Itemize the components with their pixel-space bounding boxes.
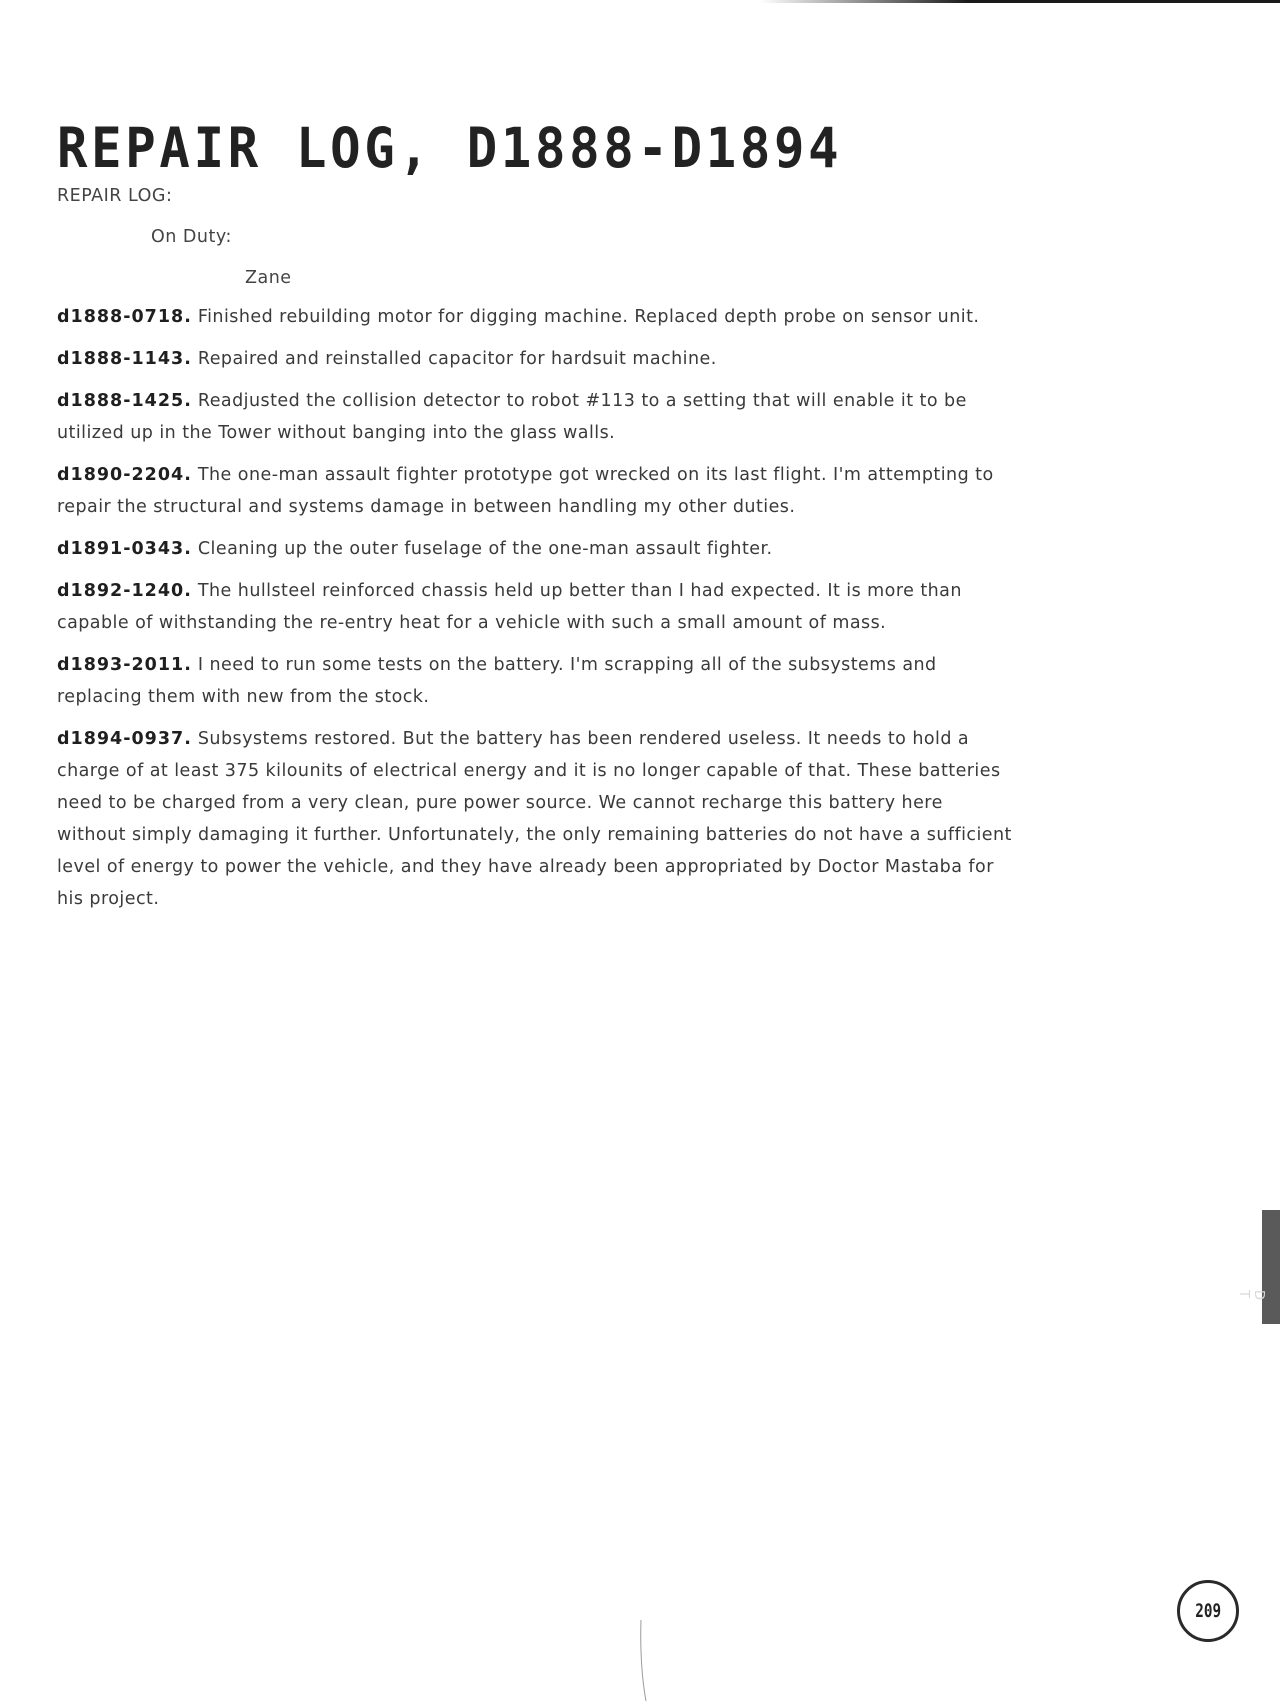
log-entries (57, 301, 1017, 915)
log-entry (57, 723, 1017, 915)
log-entry (57, 459, 1017, 523)
on-duty-name: Zane (245, 268, 292, 288)
page-content (57, 118, 1017, 925)
page-title: REPAIR LOG, D1888-D1894 (57, 116, 843, 180)
page-number: 209 (1195, 1600, 1221, 1622)
entry-text: Cleaning up the outer fuselage of the one-man assault fighter. (197, 539, 773, 559)
entry-code: d1892-1240. (57, 581, 192, 601)
page-number-badge (1177, 1580, 1239, 1642)
log-entry (57, 533, 1017, 565)
entry-code: d1888-1143. (57, 349, 192, 369)
entry-code: d1890-2204. (57, 465, 192, 485)
entry-text: The hullsteel reinforced chassis held up better than I had expected. It is more than capable of withstanding the re-entry heat for a vehicle with such a small amount of mass. (57, 581, 962, 633)
entry-text: Readjusted the collision detector to robot #113 to a setting that will enable it to be utilized up in the Tower without banging into the glass walls. (57, 391, 967, 443)
log-entry (57, 301, 1017, 333)
entry-code: d1893-2011. (57, 655, 192, 675)
log-entry (57, 385, 1017, 449)
entry-text: Subsystems restored. But the battery has been rendered useless. It needs to hold a charge of at least 375 kilounits of electrical energy and it is no longer capable of that. These batteries need to be charged from a very clean, pure power source. We cannot recharge this battery here without simply damaging it further. Unfortunately, the only remaining batteries do not have a sufficient level of energy to power the vehicle, and they have already been appropriated by Doctor Mastaba for his project. (57, 729, 1012, 909)
entry-code: d1891-0343. (57, 539, 192, 559)
entry-text: I need to run some tests on the battery. I'm scrapping all of the subsystems and replacing them with new from the stock. (57, 655, 937, 707)
entry-text: The one-man assault fighter prototype got wrecked on its last flight. I'm attempting to repair the structural and systems damage in between handling my other duties. (57, 465, 994, 517)
side-tab-label: D T (1236, 1290, 1266, 1301)
entry-code: d1894-0937. (57, 729, 192, 749)
log-entry (57, 343, 1017, 375)
entry-code: d1888-0718. (57, 307, 192, 327)
entry-code: d1888-1425. (57, 391, 192, 411)
top-rule (760, 0, 1280, 3)
log-entry (57, 649, 1017, 713)
gutter-crease-mark (640, 1620, 648, 1701)
entry-text: Finished rebuilding motor for digging machine. Replaced depth probe on sensor unit. (197, 307, 980, 327)
log-entry (57, 575, 1017, 639)
chapter-side-tab (1262, 1210, 1280, 1324)
entry-text: Repaired and reinstalled capacitor for hardsuit machine. (197, 349, 717, 369)
log-heading: REPAIR LOG: (57, 186, 173, 206)
on-duty-label: On Duty: (151, 227, 232, 247)
